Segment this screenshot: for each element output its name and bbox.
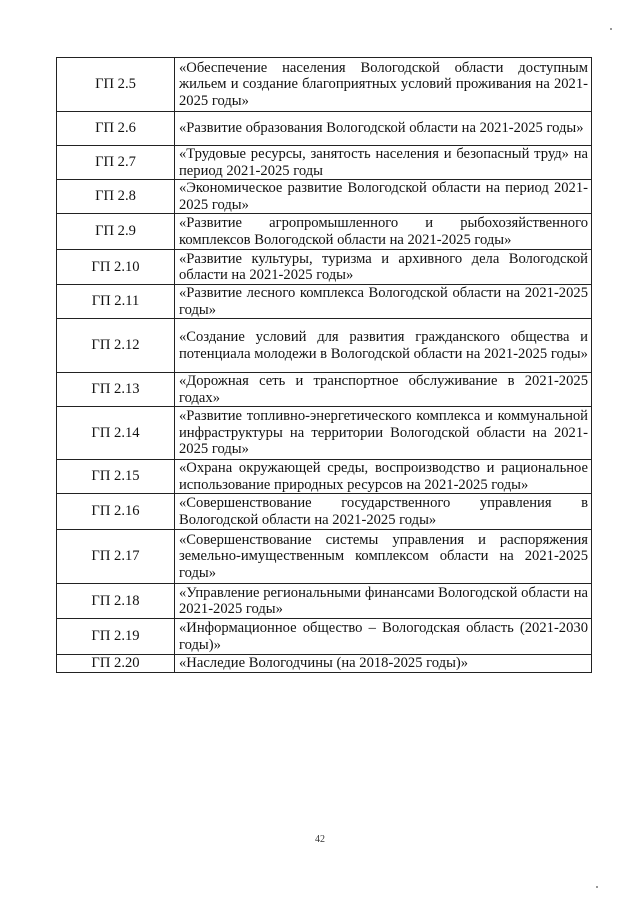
table-row [57,58,592,112]
table-row [57,584,592,619]
program-title-cell: «Создание условий для развития гражданского общества и потенциала молодежи в Вологодской области на 2021-2025 годы» [175,319,592,373]
page-number: 42 [315,834,325,845]
program-title-cell: «Охрана окружающей среды, воспроизводство и рациональное использование природных ресурсов на 2021-2025 годы» [175,460,592,494]
table-row [57,655,592,673]
program-code-cell: ГП 2.13 [57,373,175,407]
program-title-cell: «Совершенствование системы управления и распоряжения земельно-имущественным комплексом области на 2021-2025 годы» [175,530,592,584]
table-row [57,619,592,655]
table-row [57,494,592,530]
scan-speck [610,28,612,30]
program-title-cell: «Развитие топливно-энергетического комплекса и коммунальной инфраструктуры на территории Вологодской области на 2021-2025 годы» [175,407,592,460]
program-title-cell: «Обеспечение населения Вологодской области доступным жильем и создание благоприятных условий проживания на 2021-2025 годы» [175,58,592,112]
program-title-cell: «Трудовые ресурсы, занятость населения и безопасный труд» на период 2021-2025 годы [175,146,592,180]
program-code-cell: ГП 2.17 [57,530,175,584]
program-code-cell: ГП 2.20 [57,655,175,673]
program-code-cell: ГП 2.8 [57,180,175,214]
table-row [57,373,592,407]
table-row [57,407,592,460]
program-title-cell: «Управление региональными финансами Вологодской области на 2021-2025 годы» [175,584,592,619]
program-title-cell: «Развитие агропромышленного и рыбохозяйственного комплексов Вологодской области на 2021-2025 годы» [175,214,592,250]
table-row [57,250,592,285]
program-title-cell: «Развитие образования Вологодской области на 2021-2025 годы» [175,112,592,146]
program-code-cell: ГП 2.10 [57,250,175,285]
program-title-cell: «Информационное общество – Вологодская область (2021-2030 годы)» [175,619,592,655]
program-title-cell: «Развитие лесного комплекса Вологодской области на 2021-2025 годы» [175,285,592,319]
state-programs-table [56,57,592,673]
table-row [57,530,592,584]
program-code-cell: ГП 2.5 [57,58,175,112]
program-code-cell: ГП 2.6 [57,112,175,146]
program-code-cell: ГП 2.16 [57,494,175,530]
program-code-cell: ГП 2.11 [57,285,175,319]
program-title-cell: «Наследие Вологодчины (на 2018-2025 годы)» [175,655,592,673]
program-code-cell: ГП 2.9 [57,214,175,250]
table-row [57,214,592,250]
table-body [57,58,592,673]
table-row [57,146,592,180]
table-row [57,285,592,319]
table-row [57,460,592,494]
program-title-cell: «Развитие культуры, туризма и архивного дела Вологодской области на 2021-2025 годы» [175,250,592,285]
program-code-cell: ГП 2.14 [57,407,175,460]
program-code-cell: ГП 2.18 [57,584,175,619]
program-title-cell: «Совершенствование государственного управления в Вологодской области на 2021-2025 годы» [175,494,592,530]
table-row [57,319,592,373]
program-title-cell: «Дорожная сеть и транспортное обслуживание в 2021-2025 годах» [175,373,592,407]
table-row [57,112,592,146]
program-code-cell: ГП 2.15 [57,460,175,494]
table-row [57,180,592,214]
program-code-cell: ГП 2.19 [57,619,175,655]
program-code-cell: ГП 2.7 [57,146,175,180]
program-code-cell: ГП 2.12 [57,319,175,373]
program-title-cell: «Экономическое развитие Вологодской области на период 2021-2025 годы» [175,180,592,214]
scan-speck [596,886,598,888]
